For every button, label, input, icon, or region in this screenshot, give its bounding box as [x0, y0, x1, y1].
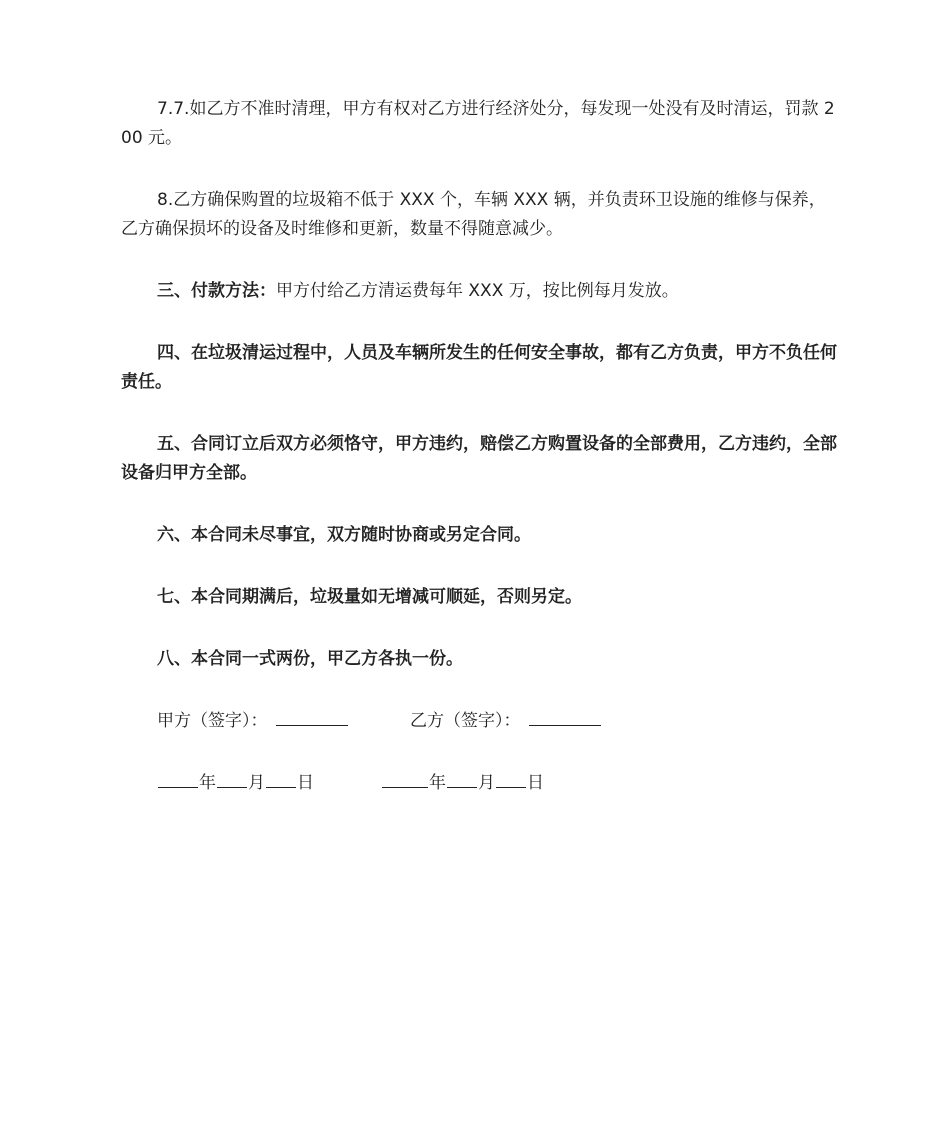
- party-a-year-label: 年: [199, 773, 216, 793]
- party-a-date: [157, 769, 314, 798]
- section-3-payment: [121, 277, 837, 306]
- party-b-year-label: 年: [429, 773, 446, 793]
- party-b-month-line: [447, 769, 477, 788]
- section-6-matters: 六、本合同未尽事宜，双方随时协商或另定合同。: [157, 525, 531, 545]
- party-a-year-line: [158, 769, 198, 788]
- party-b-date: [381, 769, 544, 798]
- party-b-label: 乙方（签字）：: [410, 711, 521, 731]
- section-8-copies: 八、本合同一式两份，甲乙方各执一份。: [157, 649, 463, 669]
- section-5-breach: 五、合同订立后双方必须恪守，甲方违约，赔偿乙方购置设备的全部费用，乙方违约，全部设备归甲方全部。: [121, 434, 837, 483]
- party-a-month-label: 月: [248, 773, 265, 793]
- section-4-safety: 四、在垃圾清运过程中，人员及车辆所发生的任何安全事故，都有乙方负责，甲方不负任何责任。: [121, 343, 837, 392]
- party-a-signature-line: [276, 707, 348, 726]
- party-a-signature: [157, 707, 349, 736]
- party-b-year-line: [382, 769, 428, 788]
- party-b-signature: [410, 707, 602, 736]
- clause-8: 8.乙方确保购置的垃圾箱不低于 XXX 个，车辆 XXX 辆，并负责环卫设施的维修与保养，乙方确保损坏的设备及时维修和更新，数量不得随意减少。: [121, 190, 826, 239]
- section-3-heading: 三、付款方法：: [157, 281, 276, 301]
- party-b-day-line: [496, 769, 526, 788]
- party-b-signature-line: [529, 707, 601, 726]
- section-7-expiry: 七、本合同期满后，垃圾量如无增减可顺延，否则另定。: [157, 587, 582, 607]
- party-b-day-label: 日: [527, 773, 544, 793]
- party-a-label: 甲方（签字）：: [157, 711, 268, 731]
- party-a-month-line: [217, 769, 247, 788]
- section-3-body: 甲方付给乙方清运费每年 XXX 万，按比例每月发放。: [276, 281, 679, 301]
- party-a-day-label: 日: [297, 773, 314, 793]
- party-b-month-label: 月: [478, 773, 495, 793]
- party-a-day-line: [266, 769, 296, 788]
- clause-7-7: 7.7.如乙方不准时清理，甲方有权对乙方进行经济处分，每发现一处没有及时清运，罚款 200 元。: [121, 99, 835, 148]
